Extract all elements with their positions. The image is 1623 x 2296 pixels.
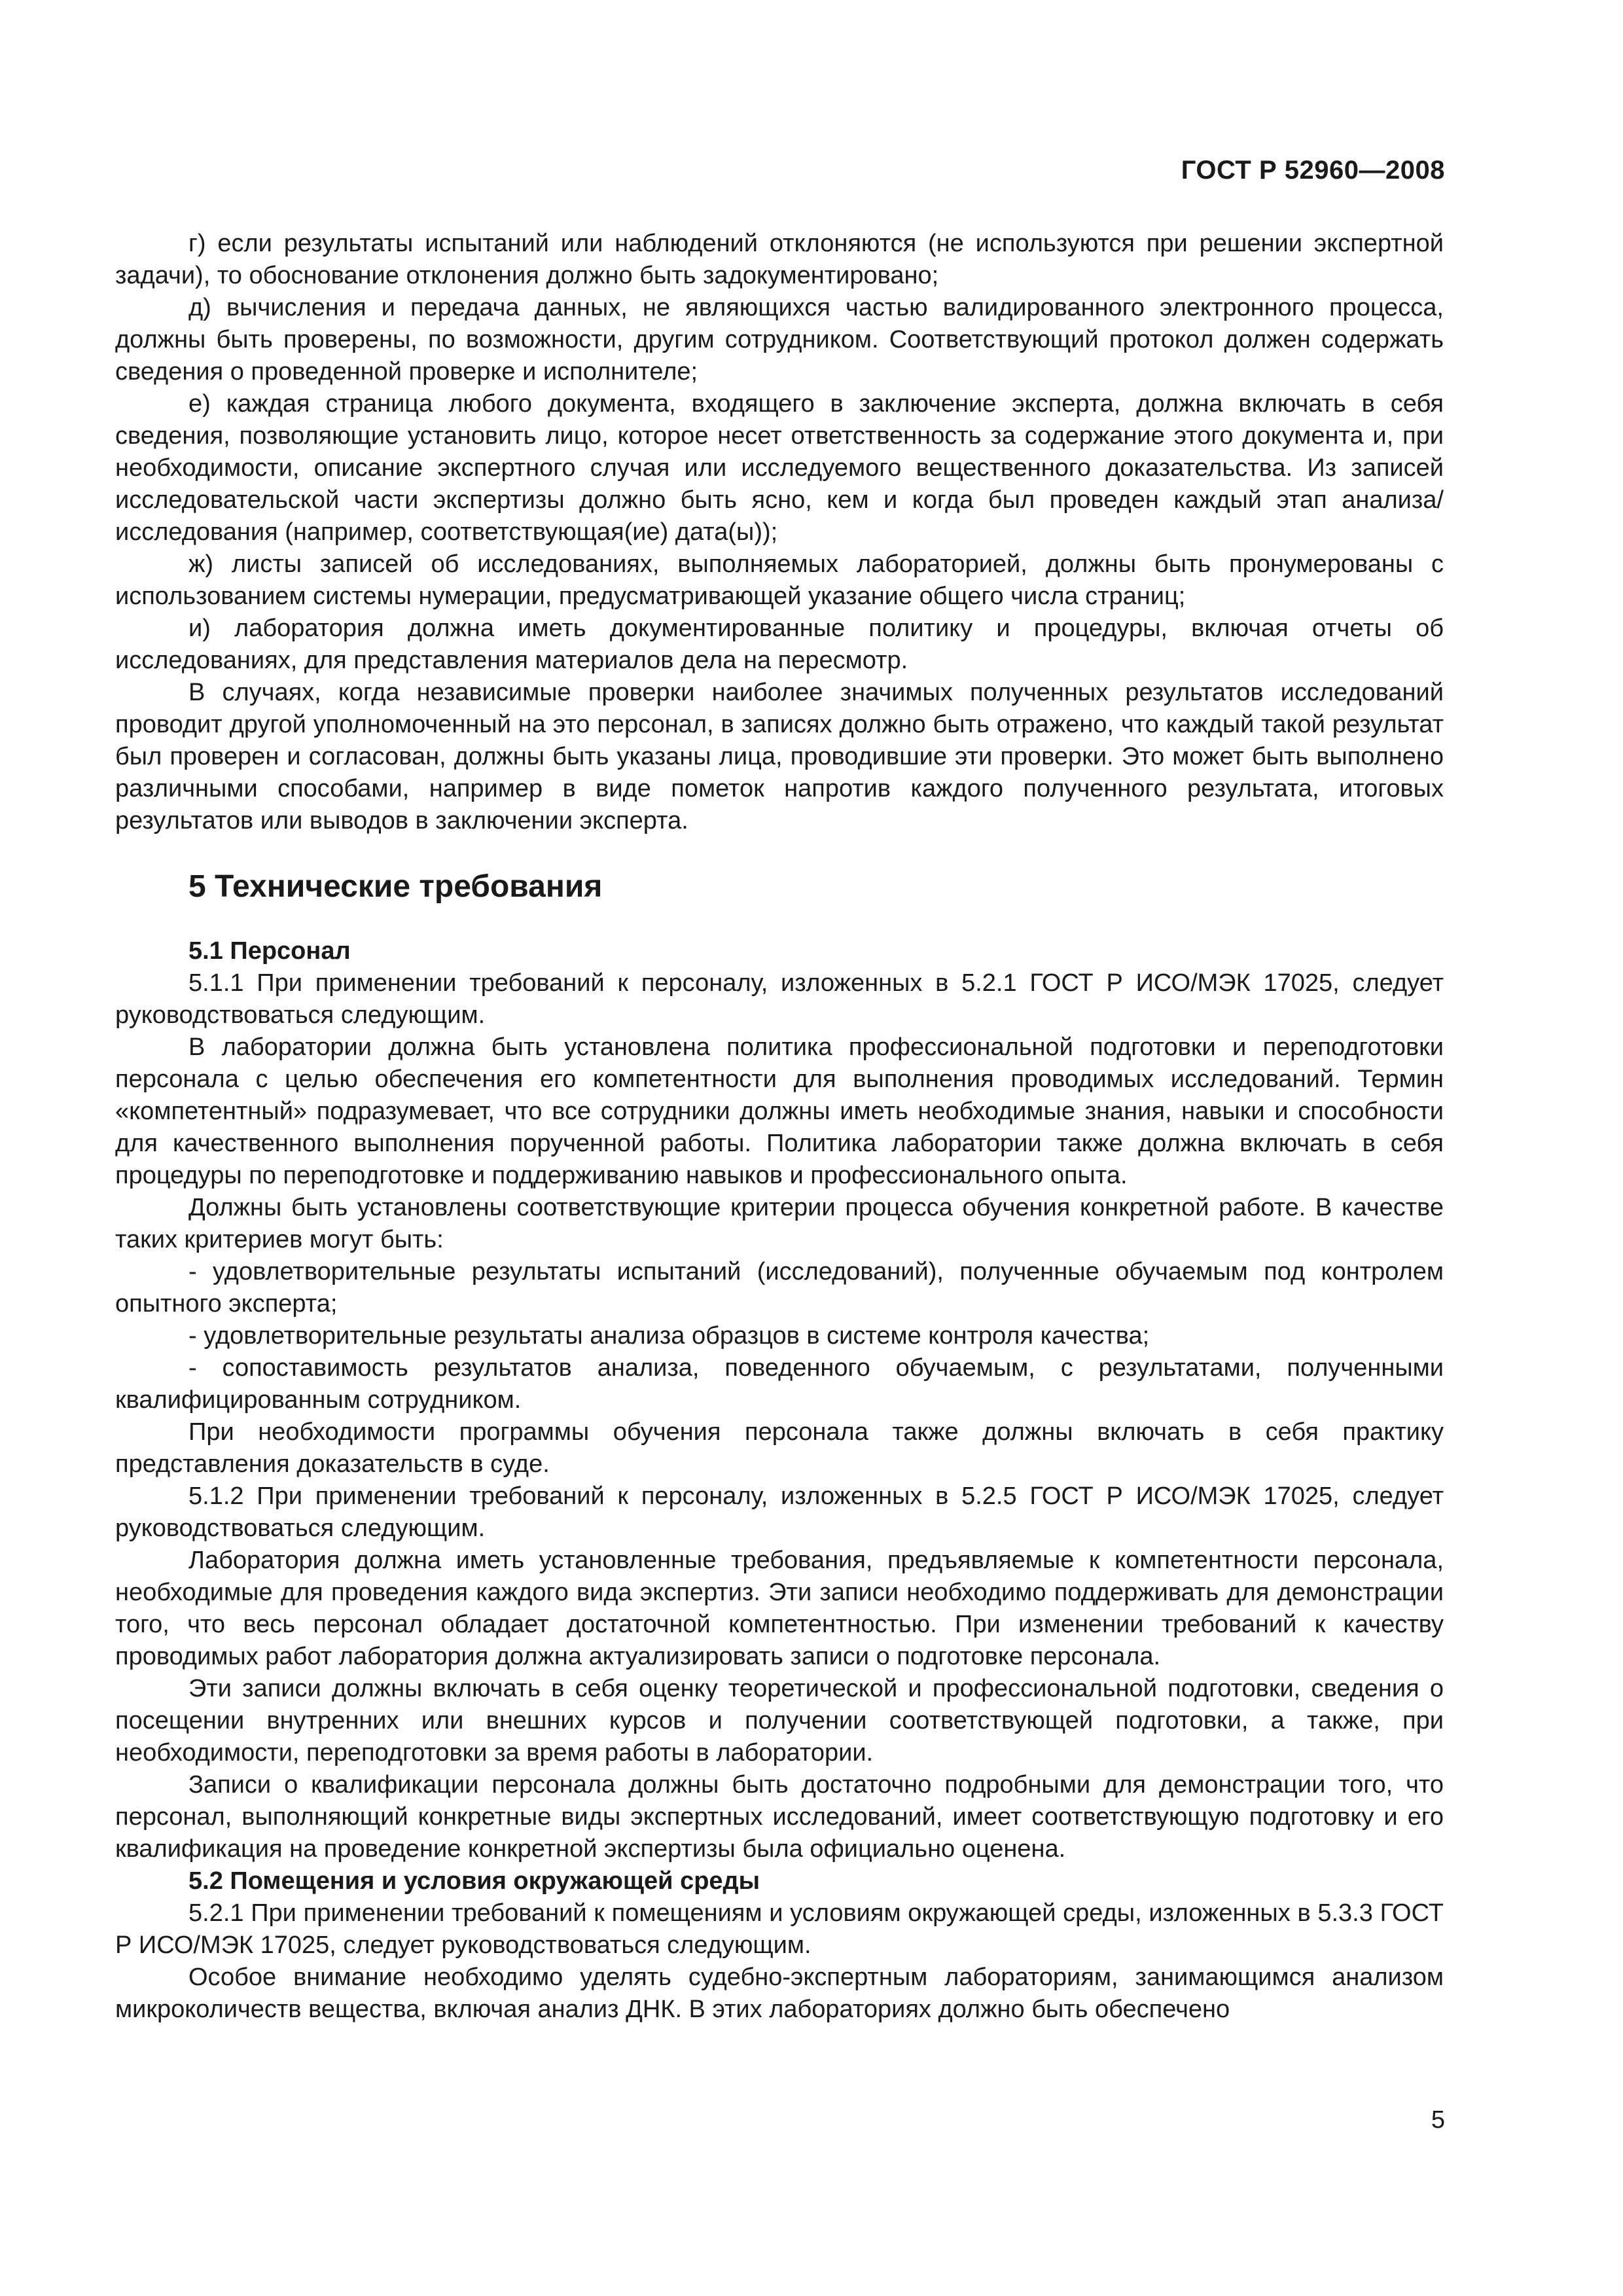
list-item-criterion-2: - удовлетворительные результаты анализа образцов в системе контроля качества; [188,1322,1150,1350]
paragraph-trace-analysis: Особое внимание необходимо уделять судебно-экспертным лабораториям, занимающимся анализом микроколичеств вещества, включая анализ ДНК. В этих лабораториях должно быть обеспечено [115,1964,1444,2023]
page-body [115,228,1444,2026]
paragraph-records-content: Эти записи должны включать в себя оценку теоретической и профессиональной подготовки, сведения о посещении внутренних или внешних курсов и получении соответствующей подготовки, а также, при необходимости, переподготовки за время работы в лаборатории. [115,1675,1444,1767]
paragraph-item-i: и) лаборатория должна иметь документированные политику и процедуры, включая отчеты об исследованиях, для представления материалов дела на пересмотр. [115,615,1444,674]
paragraph-item-zh: ж) листы записей об исследованиях, выполняемых лабораторией, должны быть пронумерованы с использованием системы нумерации, предусматривающей указание общего числа страниц; [115,550,1444,610]
paragraph-training-policy: В лаборатории должна быть установлена политика профессиональной подготовки и переподготовки персонала с целью обеспечения его компетентности для выполнения проводимых исследований. Термин «компетентный» подразумевает, что все сотрудники должны иметь необходимые знания, навыки и способности для качественного выполнения порученной работы. Политика лаборатории также должна включать в себя процедуры по переподготовке и поддерживанию навыков и профессионального опыта. [115,1033,1444,1189]
paragraph-5-1-1: 5.1.1 При применении требований к персоналу, изложенных в 5.2.1 ГОСТ Р ИСО/МЭК 17025, следует руководствоваться следующим. [115,969,1444,1029]
subsection-heading-5-1: 5.1 Персонал [188,937,351,965]
page-number: 5 [1431,2106,1445,2134]
list-item-criterion-1: - удовлетворительные результаты испытаний (исследований), полученные обучаемым под контролем опытного эксперта; [115,1258,1444,1318]
paragraph-5-1-2: 5.1.2 При применении требований к персоналу, изложенных в 5.2.5 ГОСТ Р ИСО/МЭК 17025, следует руководствоваться следующим. [115,1482,1444,1542]
paragraph-court-practice: При необходимости программы обучения персонала также должны включать в себя практику представления доказательств в суде. [115,1418,1444,1478]
paragraph-training-criteria: Должны быть установлены соответствующие критерии процесса обучения конкретной работе. В качестве таких критериев могут быть: [115,1194,1444,1253]
paragraph-item-g: г) если результаты испытаний или наблюдений отклоняются (не используются при решении экспертной задачи), то обоснование отклонения должно быть задокументировано; [115,230,1444,289]
paragraph-5-2-1: 5.2.1 При применении требований к помещениям и условиям окружающей среды, изложенных в 5.3.3 ГОСТ Р ИСО/МЭК 17025, следует руководствоваться следующим. [115,1899,1444,1959]
document-code-header: ГОСТ Р 52960—2008 [1181,156,1445,185]
paragraph-independent-checks: В случаях, когда независимые проверки наиболее значимых полученных результатов исследований проводит другой уполномоченный на это персонал, в записях должно быть отражено, что каждый такой результат был проверен и согласован, должны быть указаны лица, проводившие эти проверки. Это может быть выполнено различными способами, например в виде пометок напротив каждого полученного результата, итоговых результатов или выводов в заключении эксперта. [115,679,1444,834]
paragraph-item-d: д) вычисления и передача данных, не являющихся частью валидированного электронного процесса, должны быть проверены, по возможности, другим сотрудником. Соответствующий протокол должен содержать сведения о проведенной проверке и исполнителе; [115,294,1444,386]
subsection-heading-5-2: 5.2 Помещения и условия окружающей среды [188,1867,760,1895]
list-item-criterion-3: - сопоставимость результатов анализа, поведенного обучаемым, с результатами, полученными квалифицированным сотрудником. [115,1354,1444,1414]
paragraph-qualification-records: Записи о квалификации персонала должны быть достаточно подробными для демонстрации того, что персонал, выполняющий конкретные виды экспертных исследований, имеет соответствующую подготовку и его квалификация на проведение конкретной экспертизы была официально оценена. [115,1771,1444,1863]
paragraph-competence-requirements: Лаборатория должна иметь установленные требования, предъявляемые к компетентности персонала, необходимые для проведения каждого вида экспертиз. Эти записи необходимо поддерживать для демонстрации того, что весь персонал обладает достаточной компетентностью. При изменении требований к качеству проводимых работ лаборатория должна актуализировать записи о подготовке персонала. [115,1547,1444,1670]
section-heading-5: 5 Технические требования [188,869,603,904]
paragraph-item-e: е) каждая страница любого документа, входящего в заключение эксперта, должна включать в себя сведения, позволяющие установить лицо, которое несет ответственность за содержание этого документа и, при необходимости, описание экспертного случая или исследуемого вещественного доказательства. Из записей исследовательской части экспертизы должно быть ясно, кем и когда был проведен каждый этап анализа/исследования (например, соответствующая(ие) дата(ы)); [115,390,1444,546]
